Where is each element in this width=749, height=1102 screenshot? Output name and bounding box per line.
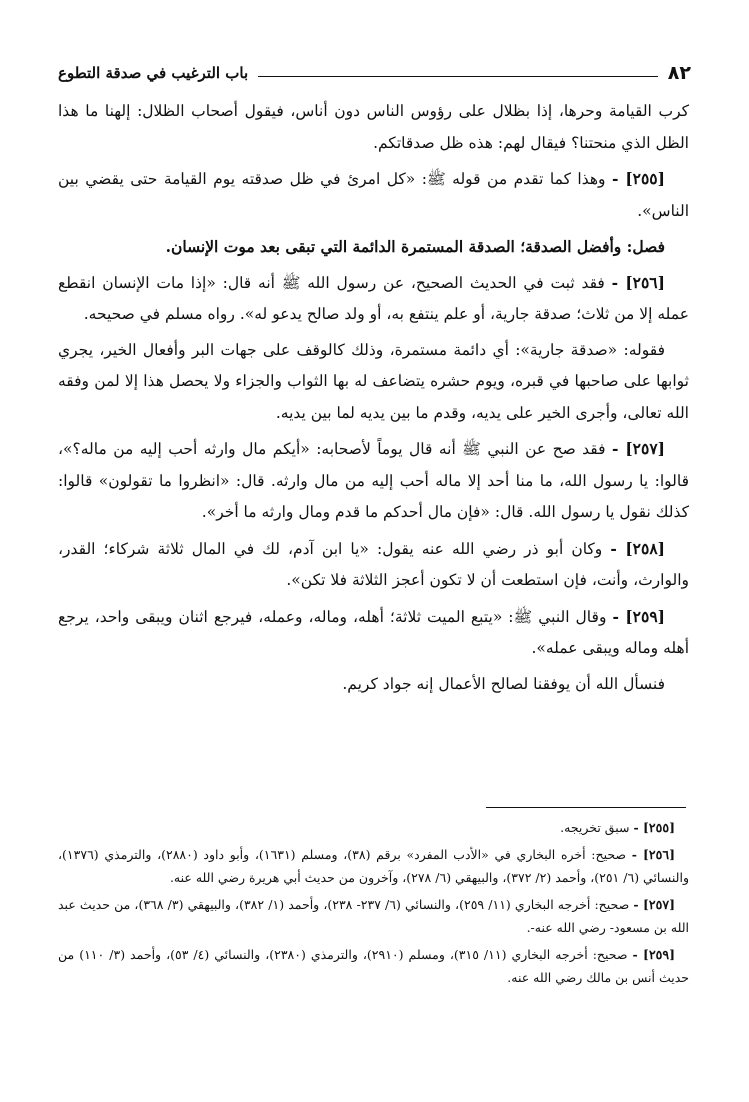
hadith-number: [٢٥٩] -: [612, 606, 665, 626]
section-heading: فصل: وأفضل الصدقة؛ الصدقة المستمرة الدائمة التي تبقى بعد موت الإنسان.: [165, 237, 665, 256]
footnote: [٢٥٧] - صحيح: أخرجه البخاري (١١/ ٢٥٩)، والنسائي (٦/ ٢٣٧- ٢٣٨)، وأحمد (١/ ٣٨٢)، والبيهقي (٣/ ٣٦٨)، من حديث عبد الله بن مسعود- رضي الله عنه-.: [58, 896, 689, 935]
running-header: [58, 58, 691, 88]
page-number: ٨٢: [667, 62, 691, 84]
header-rule: [258, 76, 658, 77]
hadith-paragraph: [٢٥٦] - فقد ثبت في الحديث الصحيح، عن رسول الله ﷺ أنه قال: «إذا مات الإنسان انقطع عمله إلا من ثلاث؛ صدقة جارية، أو علم ينتفع به، أو ولد صالح يدعو له». رواه مسلم في صحيحه.: [58, 272, 689, 323]
footnotes: [58, 816, 689, 993]
footnote-number: [٢٥٧] -: [633, 896, 675, 912]
footnote-number: [٢٥٩] -: [632, 946, 676, 962]
hadith-paragraph: [٢٥٧] - فقد صح عن النبي ﷺ أنه قال يوماً لأصحابه: «أيكم مال وارثه أحب إليه من ماله؟»، قالوا: يا رسول الله، ما منا أحد إلا ماله أحب إليه من مال وارثه. قال: «انظروا ما تقولون» قالوا: كذلك نقول يا رسول الله. قال: «فإن مال أحدكم ما قدم ومال وارثه ما أخر».: [58, 439, 689, 521]
main-text: [58, 96, 689, 704]
hadith-number: [٢٥٦] -: [611, 272, 665, 292]
closing-paragraph: فنسأل الله أن يوفقنا لصالح الأعمال إنه جواد كريم.: [342, 674, 665, 693]
chapter-title: باب الترغيب في صدقة التطوع: [58, 64, 249, 82]
footnote: [٢٥٩] - صحيح: أخرجه البخاري (١١/ ٣١٥)، ومسلم (٢٩١٠)، والترمذي (٢٣٨٠)، والنسائي (٤/ ٥٣)، وأحمد (٣/ ١١٠) من حديث أنس بن مالك رضي الله عنه.: [58, 946, 689, 985]
hadith-paragraph: [٢٥٥] - وهذا كما تقدم من قوله ﷺ: «كل امرئ في ظل صدقته يوم القيامة حتى يقضي بين الناس».: [58, 169, 689, 220]
hadith-number: [٢٥٥] -: [611, 169, 665, 188]
hadith-paragraph: [٢٥٨] - وكان أبو ذر رضي الله عنه يقول: «يا ابن آدم، لك في المال ثلاثة شركاء؛ القدر، والوارث، وأنت، فإن استطعت أن لا تكون أعجز الثلاثة فلا تكن».: [58, 538, 689, 589]
footnote: [٢٥٥] - سبق تخريجه.: [560, 820, 675, 835]
footnote-number: [٢٥٦] -: [631, 846, 675, 862]
hadith-number: [٢٥٧] -: [612, 439, 665, 458]
hadith-paragraph: [٢٥٩] - وقال النبي ﷺ: «يتبع الميت ثلاثة؛ أهله، وماله، وعمله، فيرجع اثنان ويبقى واحد، يرجع أهله وماله ويبقى عمله».: [58, 606, 689, 657]
paragraph: كرب القيامة وحرها، إذا بظلال على رؤوس الناس دون أناس، فيقول أصحاب الظلال: إلهنا ما هذا الظل الذي منحتنا؟ فيقال لهم: هذه ظل صدقاتكم.: [58, 102, 689, 152]
footnote-rule: [486, 807, 686, 808]
footnote: [٢٥٦] - صحيح: أخره البخاري في «الأدب المفرد» برقم (٣٨)، ومسلم (١٦٣١)، وأبو داود (٢٨٨٠)، والترمذي (١٣٧٦)، والنسائي (٦/ ٢٥١)، وأحمد (٢/ ٣٧٢)، والبيهقي (٦/ ٢٧٨)، وآخرون من حديث أبي هريرة رضي الله عنه.: [58, 846, 689, 885]
paragraph: فقوله: «صدقة جارية»: أي دائمة مستمرة، وذلك كالوقف على جهات البر وأفعال الخير، يجري ثوابها على صاحبها في قبره، ويوم حشره يتضاعف له بها الثواب والجزاء ولا يحصل هذا إلا لمن وفقه الله تعالى، وأجرى الخير على يديه، وقدم ما بين يديه لما بين يديه.: [58, 340, 689, 422]
footnote-number: [٢٥٥] -: [633, 820, 675, 835]
hadith-number: [٢٥٨] -: [610, 538, 665, 558]
